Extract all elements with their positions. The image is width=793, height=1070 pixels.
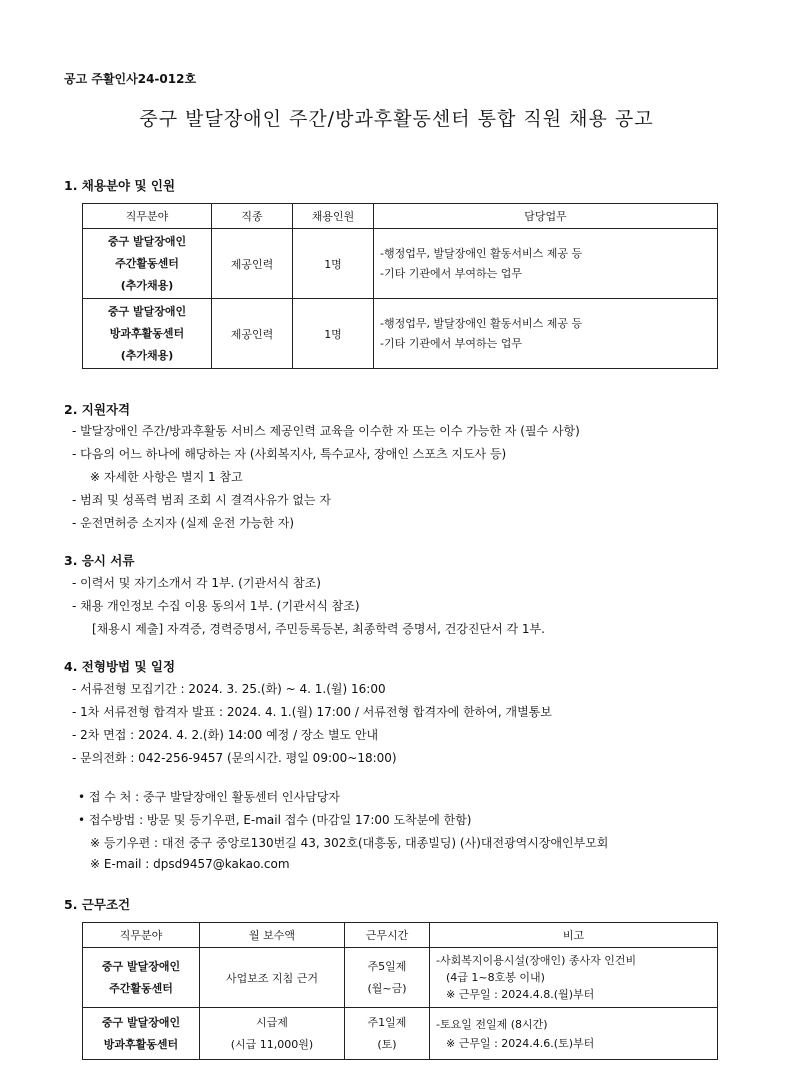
table-row [83, 299, 718, 369]
table-header-cell: 월 보수액 [200, 923, 345, 948]
work-hours-cell: 주1일제 (토) [345, 1008, 430, 1060]
section-4-heading: 4. 전형방법 및 일정 [64, 659, 176, 674]
qualification-line: - 범죄 및 성폭력 범죄 조회 시 결격사유가 없는 자 [72, 493, 331, 507]
document-line: - 이력서 및 자기소개서 각 1부. (기관서식 참조) [72, 576, 321, 590]
document-note: [채용시 제출] 자격증, 경력증명서, 주민등록등본, 최종학력 증명서, 건강진단서 각 1부. [92, 622, 545, 636]
document-line: - 채용 개인정보 수집 이용 동의서 1부. (기관서식 참조) [72, 599, 360, 613]
contact-email: ※ E-mail : dpsd9457@kakao.com [90, 857, 290, 871]
table-header-cell: 비고 [430, 923, 718, 948]
field-cell: 중구 발달장애인 방과후활동센터 [83, 1008, 200, 1060]
qualification-line: - 다음의 어느 하나에 해당하는 자 (사회복지사, 특수교사, 장애인 스포츠 지도사 등) [72, 447, 507, 461]
duties-cell: -행정업무, 발달장애인 활동서비스 제공 등 -기타 기관에서 부여하는 업무 [374, 229, 718, 299]
section-3-heading: 3. 응시 서류 [64, 553, 135, 568]
schedule-line: - 1차 서류전형 합격자 발표 : 2024. 4. 1.(월) 17:00 / 서류전형 합격자에 한하여, 개별통보 [72, 705, 552, 719]
remarks-cell: -토요일 전일제 (8시간) ※ 근무일 : 2024.4.6.(토)부터 [430, 1008, 718, 1060]
schedule-line: - 2차 면접 : 2024. 4. 2.(화) 14:00 예정 / 장소 별도 안내 [72, 728, 379, 742]
table-row [83, 229, 718, 299]
qualification-line: - 운전면허증 소지자 (실제 운전 가능한 자) [72, 516, 295, 530]
field-cell: 중구 발달장애인 주간활동센터 [83, 948, 200, 1008]
salary-cell: 사업보조 지침 근거 [200, 948, 345, 1008]
job-type-cell: 제공인력 [212, 299, 293, 369]
job-type-cell: 제공인력 [212, 229, 293, 299]
field-cell: 중구 발달장애인 주간활동센터 (추가채용) [83, 229, 212, 299]
table-header-cell: 직무분야 [83, 204, 212, 229]
contact-phone-line: - 문의전화 : 042-256-9457 (문의시간. 평일 09:00~18:00) [72, 751, 397, 765]
table-header-cell: 직무분야 [83, 923, 200, 948]
qualification-note: ※ 자세한 사항은 별지 1 참고 [90, 470, 243, 484]
section-1-heading: 1. 채용분야 및 인원 [64, 178, 176, 193]
field-cell: 중구 발달장애인 방과후활동센터 (추가채용) [83, 299, 212, 369]
mailing-address: ※ 등기우편 : 대전 중구 중앙로130번길 43, 302호(대흥동, 대종빌딩) (사)대전광역시장애인부모회 [90, 836, 609, 850]
remarks-cell: -사회복지이용시설(장애인) 종사자 인건비 (4급 1~8호봉 이내) ※ 근무일 : 2024.4.8.(월)부터 [430, 948, 718, 1008]
working-conditions-table [82, 922, 718, 1060]
work-hours-cell: 주5일제 (월~금) [345, 948, 430, 1008]
table-header-cell: 근무시간 [345, 923, 430, 948]
table-header-cell: 직종 [212, 204, 293, 229]
application-method: • 접수방법 : 방문 및 등기우편, E-mail 접수 (마감일 17:00 도착분에 한함) [78, 813, 472, 827]
section-2-heading: 2. 지원자격 [64, 402, 131, 417]
table-row [83, 1008, 718, 1060]
headcount-cell: 1명 [293, 299, 374, 369]
table-header-cell: 채용인원 [293, 204, 374, 229]
table-header-row [83, 923, 718, 948]
page-title: 중구 발달장애인 주간/방과후활동센터 통합 직원 채용 공고 [139, 108, 654, 130]
salary-cell: 시급제 (시급 11,000원) [200, 1008, 345, 1060]
table-row [83, 948, 718, 1008]
table-header-cell: 담당업무 [374, 204, 718, 229]
duties-cell: -행정업무, 발달장애인 활동서비스 제공 등 -기타 기관에서 부여하는 업무 [374, 299, 718, 369]
qualification-line: - 발달장애인 주간/방과후활동 서비스 제공인력 교육을 이수한 자 또는 이수 가능한 자 (필수 사항) [72, 424, 580, 438]
headcount-cell: 1명 [293, 229, 374, 299]
section-5-heading: 5. 근무조건 [64, 897, 131, 912]
schedule-line: - 서류전형 모집기간 : 2024. 3. 25.(화) ~ 4. 1.(월) 16:00 [72, 682, 386, 696]
application-office: • 접 수 처 : 중구 발달장애인 활동센터 인사담당자 [78, 790, 340, 804]
recruitment-table [82, 203, 718, 369]
notice-number: 공고 주활인사24-012호 [64, 72, 197, 86]
table-header-row [83, 204, 718, 229]
